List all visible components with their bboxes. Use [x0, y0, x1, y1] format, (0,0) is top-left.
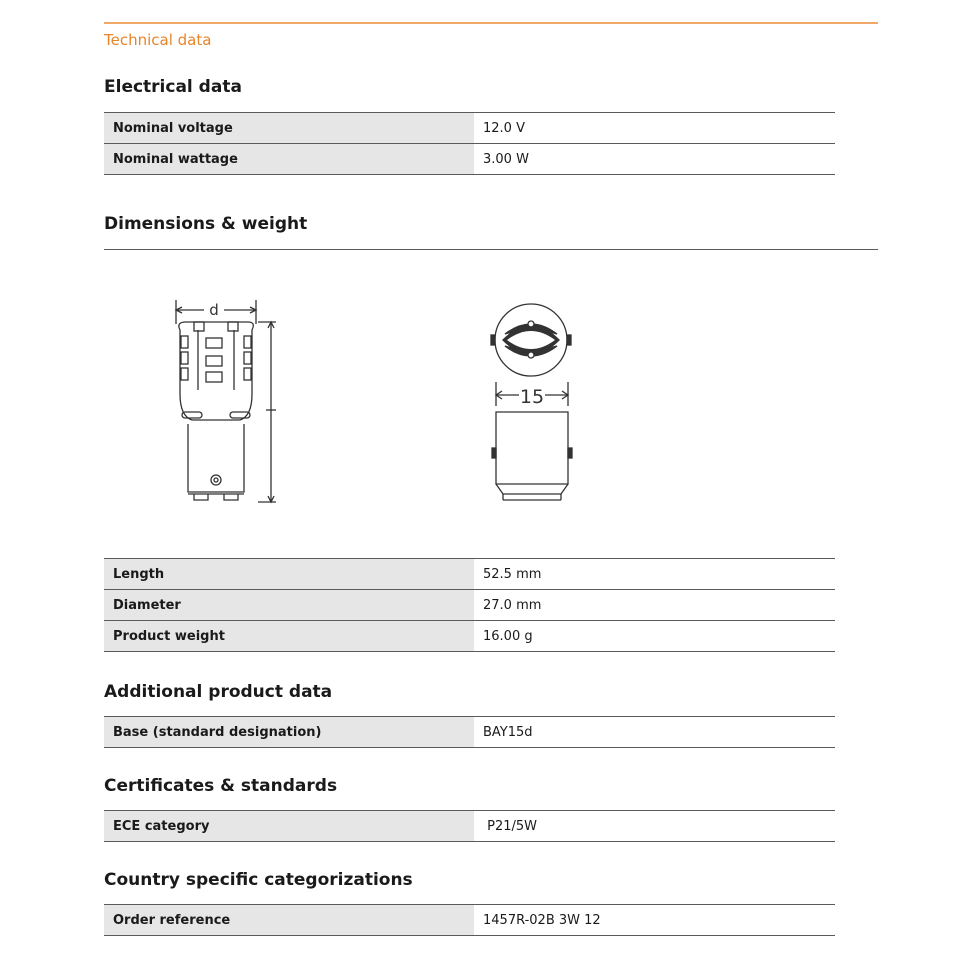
table-row	[104, 621, 835, 652]
diameter-symbol-label: d	[209, 301, 219, 319]
spec-label: ECE category	[104, 811, 474, 842]
spec-value: 3.00 W	[474, 144, 835, 175]
spec-label: Order reference	[104, 905, 474, 936]
top-accent-rule	[104, 22, 878, 24]
spec-label: Diameter	[104, 590, 474, 621]
electrical-data-heading: Electrical data	[104, 77, 242, 97]
country-categorizations-heading: Country specific categorizations	[104, 870, 413, 890]
dimensions-weight-table	[104, 558, 835, 652]
bulb-base-view-drawing	[487, 296, 579, 508]
table-row	[104, 144, 835, 175]
spec-label: Nominal voltage	[104, 113, 474, 144]
table-row	[104, 559, 835, 590]
spec-value: 16.00 g	[474, 621, 835, 652]
electrical-data-table	[104, 112, 835, 175]
table-row	[104, 811, 835, 842]
base-width-label: 15	[519, 386, 545, 408]
additional-product-data-table	[104, 716, 835, 748]
table-row	[104, 590, 835, 621]
table-row	[104, 905, 835, 936]
spec-label: Base (standard designation)	[104, 717, 474, 748]
spec-label: Length	[104, 559, 474, 590]
spec-label: Product weight	[104, 621, 474, 652]
dimensions-weight-heading: Dimensions & weight	[104, 214, 308, 234]
spec-value: 12.0 V	[474, 113, 835, 144]
certificates-standards-table	[104, 810, 835, 842]
spec-value: 1457R-02B 3W 12	[474, 905, 835, 936]
spec-value: P21/5W	[474, 811, 835, 842]
spec-label: Nominal wattage	[104, 144, 474, 175]
page-title: Technical data	[104, 31, 212, 49]
table-row	[104, 113, 835, 144]
table-row	[104, 717, 835, 748]
spec-value: 27.0 mm	[474, 590, 835, 621]
bulb-side-view-drawing	[168, 298, 280, 508]
additional-product-data-heading: Additional product data	[104, 682, 333, 702]
section-divider	[104, 249, 878, 250]
spec-value: BAY15d	[474, 717, 835, 748]
spec-value: 52.5 mm	[474, 559, 835, 590]
certificates-standards-heading: Certificates & standards	[104, 776, 338, 796]
country-categorizations-table	[104, 904, 835, 936]
